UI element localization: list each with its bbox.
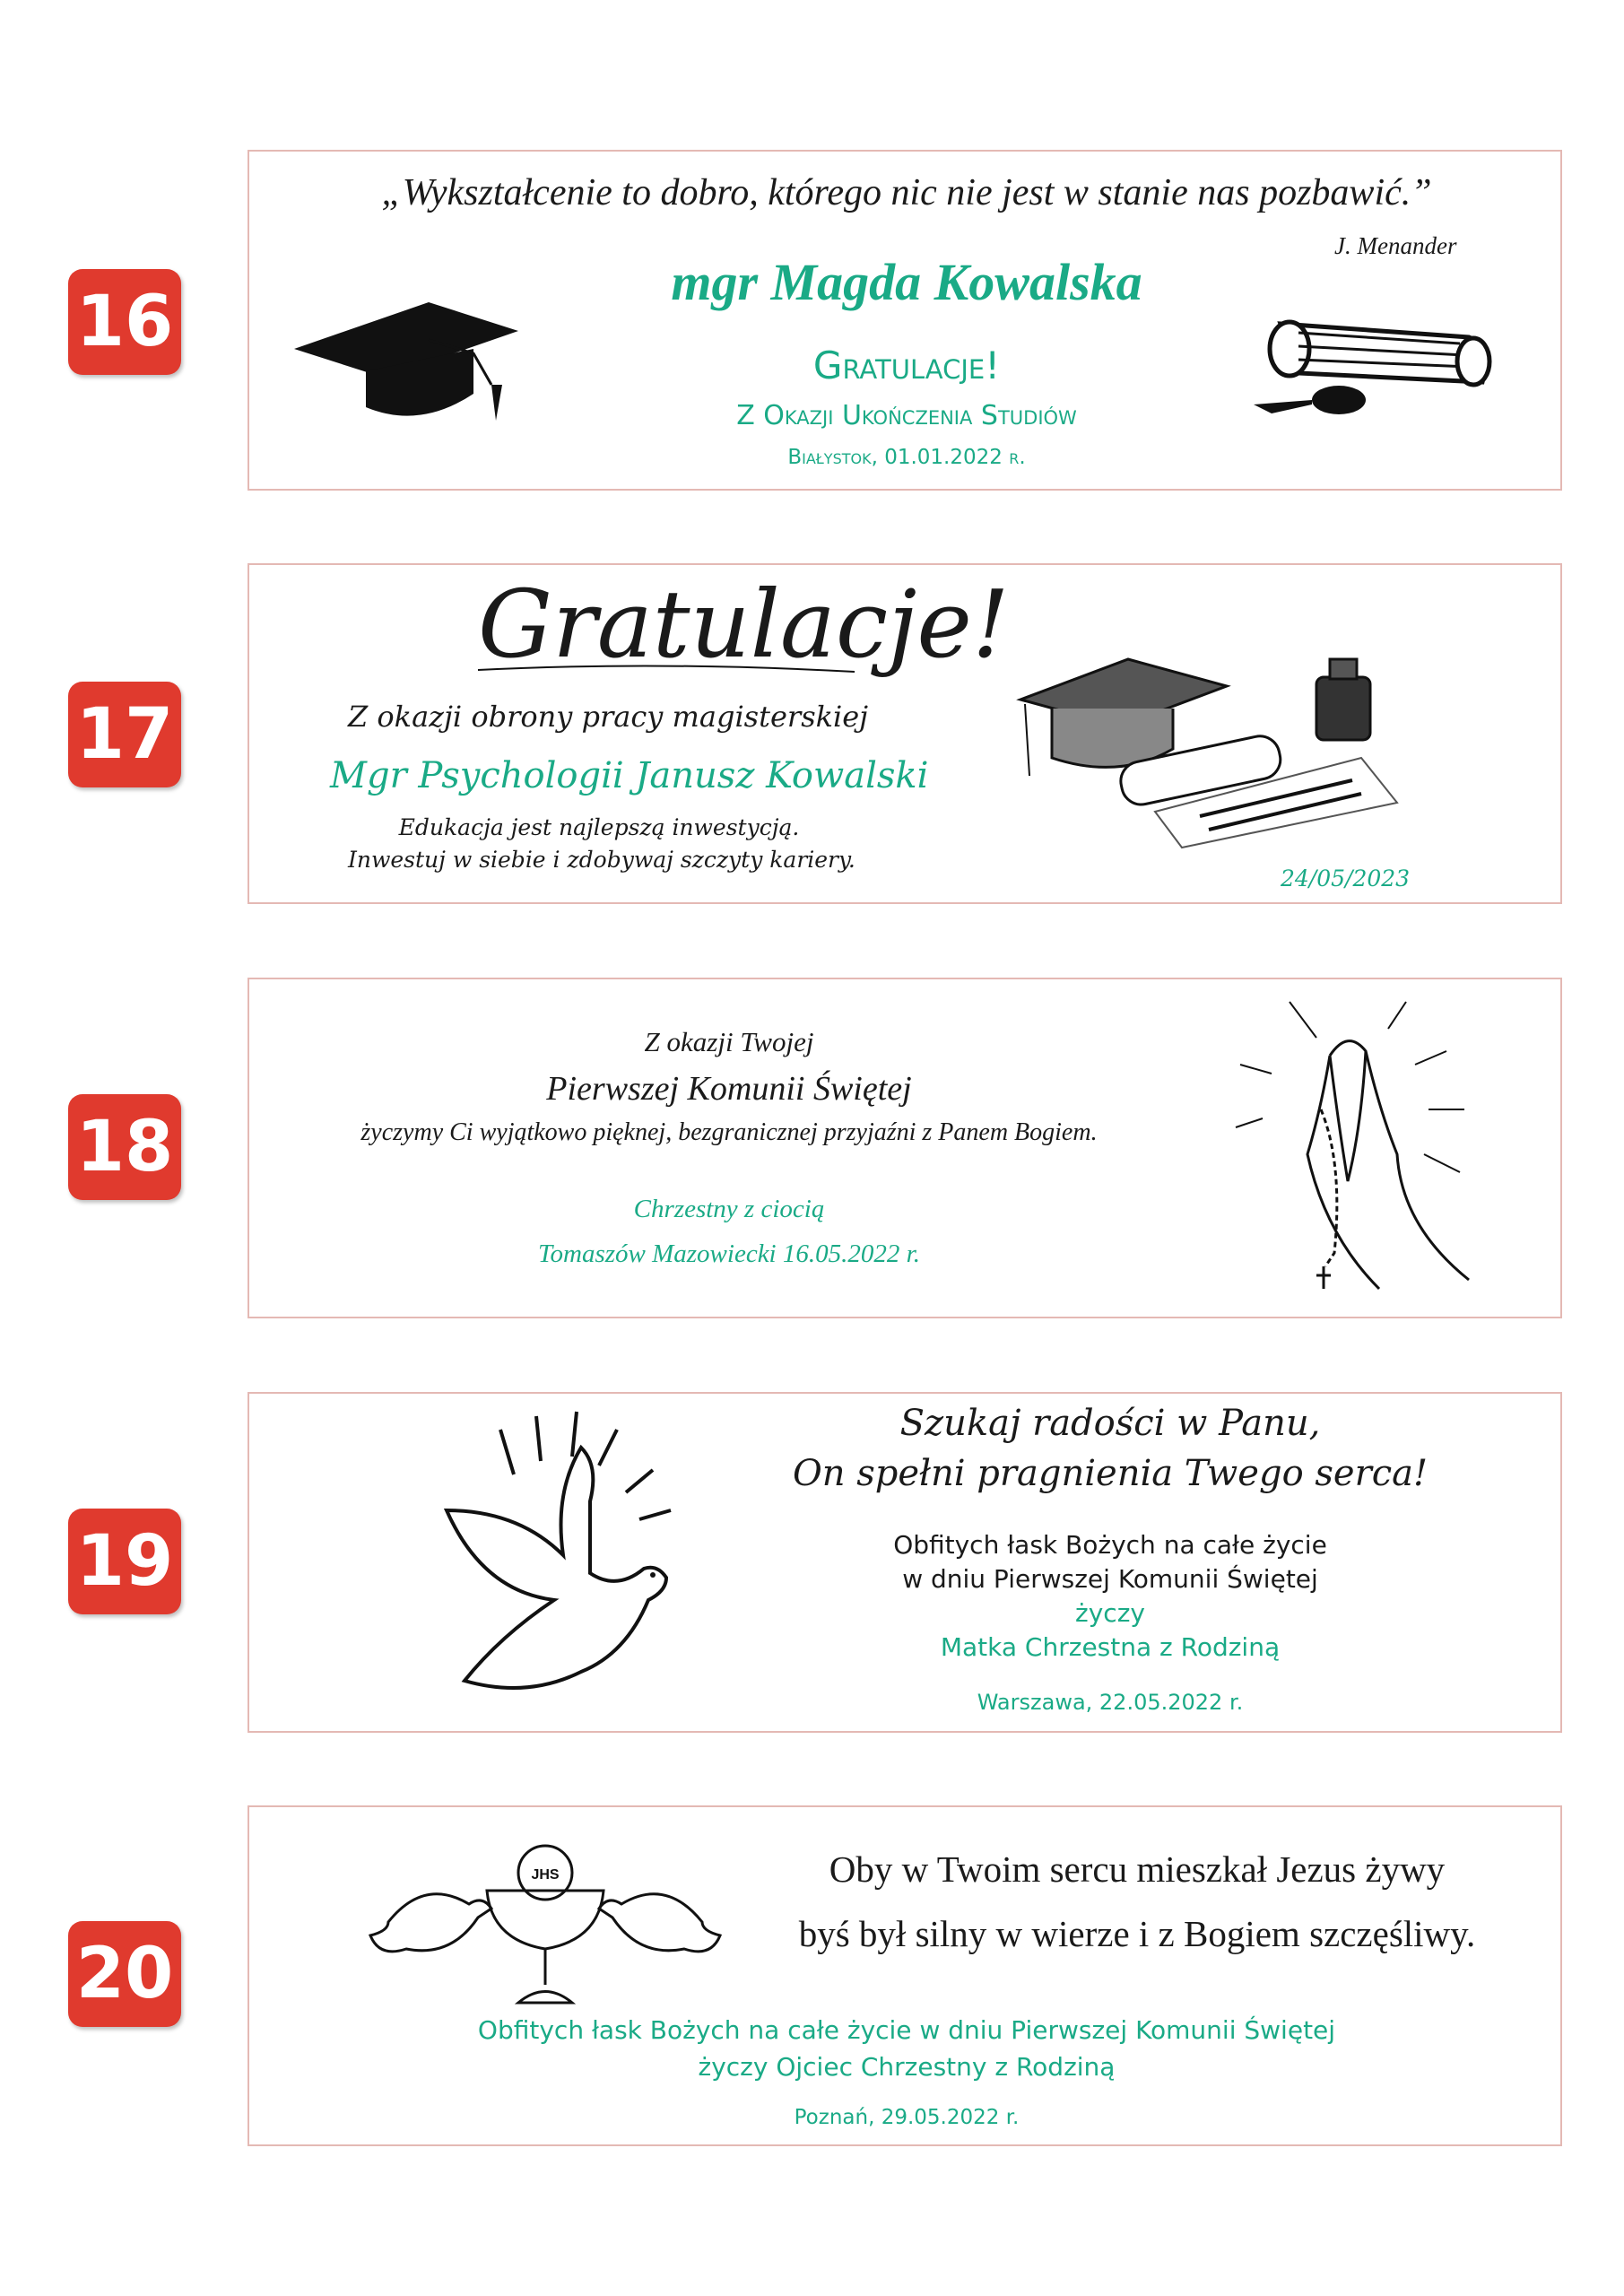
quote: „Wykształcenie to dobro, którego nic nie jest w stanie nas pozbawić.”: [381, 172, 1432, 213]
place-date: Białystok, 01.01.2022 r.: [787, 446, 1026, 469]
line-2: życzy Ojciec Chrzestny z Rodziną: [698, 2052, 1116, 2082]
chalice-doves-icon: [370, 1823, 720, 2016]
engraving-card-20: [248, 1805, 1562, 2146]
quote-line-1: Oby w Twoim sercu mieszkał Jezus żywy: [829, 1848, 1446, 1890]
place-date: Warszawa, 22.05.2022 r.: [977, 1690, 1244, 1715]
occasion: Z Okazji Ukończenia Studiów: [736, 400, 1077, 431]
heading: Gratulacje!: [478, 570, 1010, 679]
diploma-scroll-icon: [1254, 315, 1496, 431]
item-number-badge: 16: [68, 269, 181, 375]
heading: Gratulacje!: [812, 344, 1001, 387]
line-2: w dniu Pierwszej Komunii Świętej: [902, 1564, 1318, 1594]
line-1: Z okazji Twojej: [644, 1026, 814, 1057]
quote-line-2: byś był silny w wierze i z Bogiem szczęśliwy.: [798, 1913, 1476, 1954]
quote-line-2: On spełni pragnienia Twego serca!: [792, 1453, 1429, 1494]
line-1: Obfitych łask Bożych na całe życie w dniu Pierwszej Komunii Świętej: [477, 2015, 1336, 2045]
quote-author: J. Menander: [1334, 232, 1457, 259]
dove-icon: [429, 1412, 751, 1708]
line-2: Inwestuj w siebie i zdobywaj szczyty kariery.: [348, 847, 855, 873]
place-date: Poznań, 29.05.2022 r.: [794, 2106, 1020, 2129]
quote-line-1: Szukaj radości w Panu,: [899, 1403, 1321, 1444]
item-number-badge: 17: [68, 682, 181, 787]
item-number-badge: 18: [68, 1094, 181, 1200]
occasion: Z okazji obrony pracy magisterskiej: [348, 700, 869, 734]
recipient-name: Mgr Psychologii Janusz Kowalski: [330, 755, 929, 796]
praying-hands-icon: [1236, 1002, 1487, 1298]
from: Chrzestny z ciocią: [633, 1195, 825, 1223]
graduation-cap-icon: [294, 286, 527, 430]
engraving-card-18: [248, 978, 1562, 1318]
recipient-name: mgr Magda Kowalska: [671, 253, 1142, 311]
engraving-card-17: [248, 563, 1562, 904]
engraving-card-16: [248, 150, 1562, 491]
line-1: Obfitych łask Bożych na całe życie: [893, 1530, 1327, 1560]
line-3: życzymy Ci wyjątkowo pięknej, bezgranicznej przyjaźni z Panem Bogiem.: [360, 1118, 1098, 1146]
graduation-still-life-icon: [1020, 623, 1406, 861]
host-label: JHS: [531, 1867, 560, 1883]
line-4: Matka Chrzestna z Rodziną: [940, 1632, 1281, 1662]
item-number-badge: 19: [68, 1509, 181, 1614]
place-date: Tomaszów Mazowiecki 16.05.2022 r.: [538, 1239, 920, 1268]
date: 24/05/2023: [1281, 865, 1411, 891]
heading-underline: [478, 659, 855, 677]
line-2: Pierwszej Komunii Świętej: [546, 1070, 912, 1108]
engraving-card-19: [248, 1392, 1562, 1733]
line-3: życzy: [1075, 1598, 1145, 1628]
item-number-badge: 20: [68, 1921, 181, 2027]
line-1: Edukacja jest najlepszą inwestycją.: [398, 814, 800, 840]
